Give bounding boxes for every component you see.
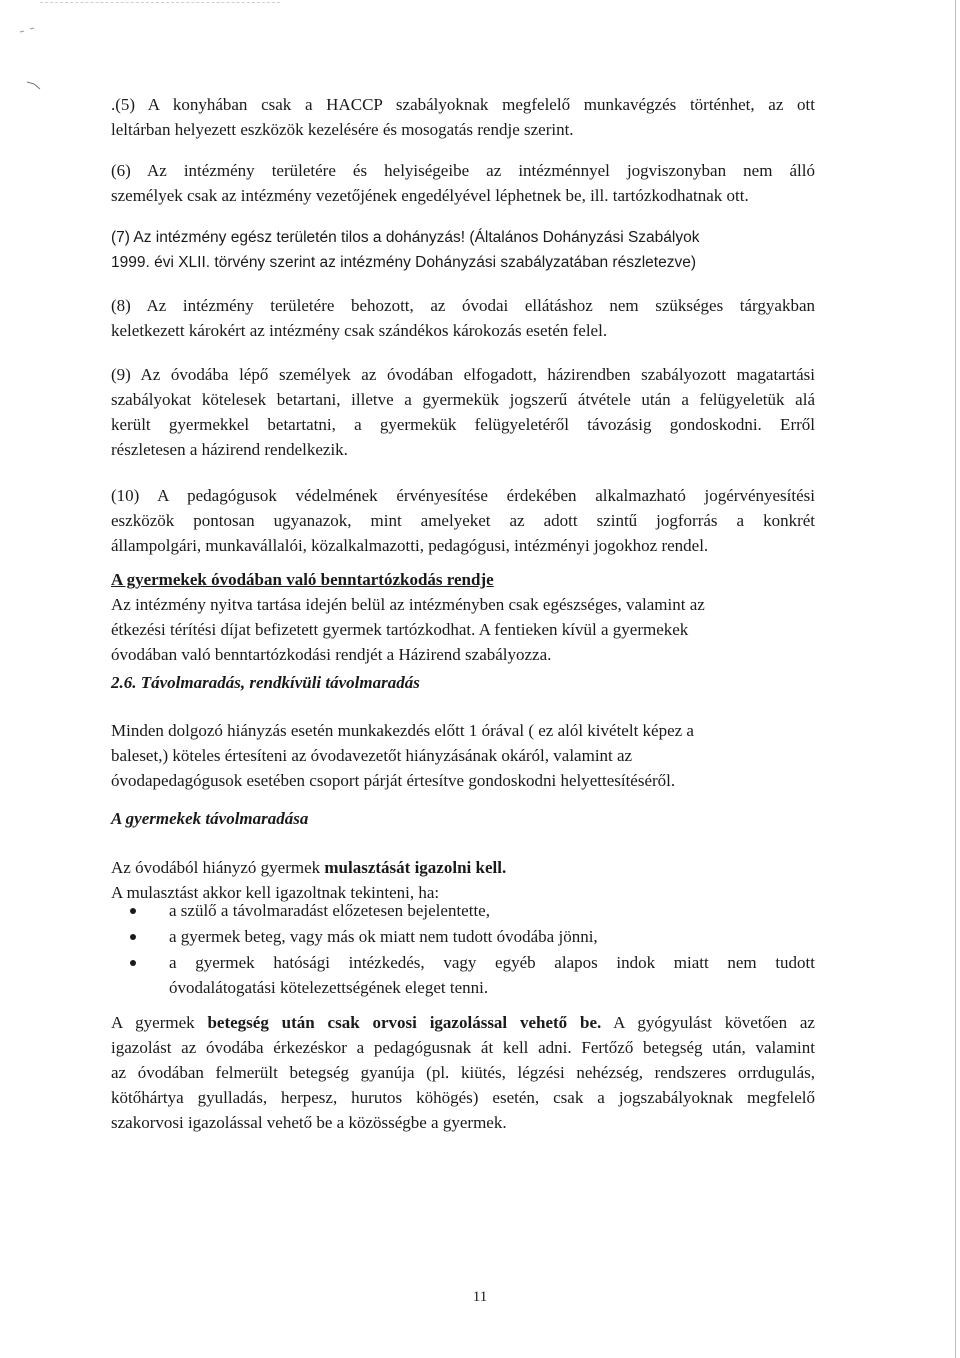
list-item-text: a gyermek hatósági intézkedés, vagy egyéb alapos indok miatt nem tudott (169, 953, 815, 972)
scan-speck-mark (18, 26, 38, 36)
text-line: kötőhártya gyulladás, herpesz, hurutos köhögés) esetén, csak a jogszabályoknak megfelelő (111, 1088, 815, 1107)
list-item (111, 898, 815, 923)
conditions-list (111, 898, 815, 1000)
intro-bold-text: mulasztását igazolni kell. (324, 858, 507, 877)
text-line: (9) Az óvodába lépő személyek az óvodában elfogadott, házirendben szabályozott magatartási (111, 365, 815, 384)
text-line: került gyermekkel betartatni, a gyermekük felügyeletéről távozásig gondoskodni. Erről (111, 415, 815, 434)
section-absence-heading-wrap (111, 670, 815, 695)
closing-pre: A gyermek (111, 1013, 208, 1032)
text-line: óvodapedagógusok esetében csoport párját értesítve gondoskodni helyettesítéséről. (111, 771, 676, 790)
page-number: 11 (472, 1289, 488, 1305)
scan-speck-mark (26, 80, 44, 90)
text-line: állampolgári, munkavállalói, közalkalmazotti, pedagógusi, intézményi jogokhoz rendel. (111, 536, 709, 555)
text-line: .(5) A konyhában csak a HACCP szabályoknak megfelelő munkavégzés történhet, az ott (111, 95, 815, 114)
text-line: óvodában való benntartózkodási rendjét a Házirend szabályozza. (111, 645, 552, 664)
text-line: Minden dolgozó hiányzás esetén munkakezdés előtt 1 órával ( ez alól kivételt képez a (111, 721, 694, 740)
paragraph-5 (111, 92, 815, 142)
scan-artifact-edge (955, 0, 956, 1358)
text-line: étkezési térítési díjat befizetett gyermek tartózkodhat. A fentieken kívül a gyermekek (111, 620, 689, 639)
paragraph-10 (111, 483, 815, 558)
text-line: szakorvosi igazolással vehető be a közösségbe a gyermek. (111, 1113, 507, 1132)
section-child-absence-heading-wrap (111, 806, 815, 831)
text-line: 1999. évi XLII. törvény szerint az intézmény Dohányzási szabályzatában részletezve) (111, 254, 696, 271)
text-line: (7) Az intézmény egész területén tilos a dohányzás! (Általános Dohányzási Szabályok (111, 229, 700, 246)
paragraph-7 (111, 225, 815, 275)
text-line: (6) Az intézmény területére és helyiségeibe az intézménnyel jogviszonyban nem álló (111, 161, 815, 180)
list-item-text: a szülő a távolmaradást előzetesen bejelentette, (169, 901, 490, 920)
paragraph-8 (111, 293, 815, 343)
text-line: leltárban helyezett eszközök kezelésére és mosogatás rendje szerint. (111, 120, 574, 139)
paragraph-9 (111, 362, 815, 462)
text-line: igazolást az óvodába érkezéskor a pedagógusnak át kell adni. Fertőző betegség után, valamint (111, 1038, 815, 1057)
closing-paragraph (111, 1010, 815, 1135)
section-heading: A gyermekek óvodában való benntartózkodás rendje (111, 570, 494, 589)
list-item (111, 924, 815, 949)
list-item (111, 950, 815, 1000)
text-line (111, 855, 815, 880)
text-line (111, 1010, 815, 1035)
text-line: (10) A pedagógusok védelmének érvényesítése érdekében alkalmazható jogérvényesítési (111, 486, 815, 505)
text-line: A mulasztást akkor kell igazoltnak tekinteni, ha: (111, 883, 440, 902)
section-heading: A gyermekek távolmaradása (111, 809, 309, 828)
list-item-text: a gyermek beteg, vagy más ok miatt nem tudott óvodába jönni, (169, 927, 598, 946)
text-line: az óvodában felmerült betegség gyanúja (pl. kiütés, légzési nehézség, rendszeres orrdugulás, (111, 1063, 815, 1082)
text-line: eszközök pontosan ugyanazok, mint amelyeket az adott szintű jogforrás a konkrét (111, 511, 815, 530)
text-line: (8) Az intézmény területére behozott, az óvodai ellátáshoz nem szükséges tárgyakban (111, 296, 815, 315)
closing-bold: betegség után csak orvosi igazolással vehető be. (207, 1013, 602, 1032)
text-line: szabályokat kötelesek betartani, illetve a gyermekük jogszerű átvétele után a felügyeletük alá (111, 390, 815, 409)
text-line: Az intézmény nyitva tartása idején belül az intézményben csak egészséges, valamint az (111, 595, 705, 614)
section-absence-body (111, 718, 815, 793)
section-heading: 2.6. Távolmaradás, rendkívüli távolmaradás (111, 673, 420, 692)
paragraph-6 (111, 158, 815, 208)
text-line: személyek csak az intézmény vezetőjének engedélyével léphetnek be, ill. tartózkodhatnak ott. (111, 186, 749, 205)
list-item-text: óvodalátogatási kötelezettségének eleget tenni. (169, 978, 489, 997)
section-stay (111, 567, 815, 667)
text-line: baleset,) köteles értesíteni az óvodavezetőt hiányzásának okáról, valamint az (111, 746, 633, 765)
scan-artifact-top (40, 2, 280, 4)
closing-post: A gyógyulást követően az (601, 1013, 815, 1032)
intro-text: Az óvodából hiányzó gyermek (111, 858, 325, 877)
text-line: részletesen a házirend rendelkezik. (111, 440, 348, 459)
text-line: keletkezett károkért az intézmény csak szándékos károkozás esetén felel. (111, 321, 608, 340)
